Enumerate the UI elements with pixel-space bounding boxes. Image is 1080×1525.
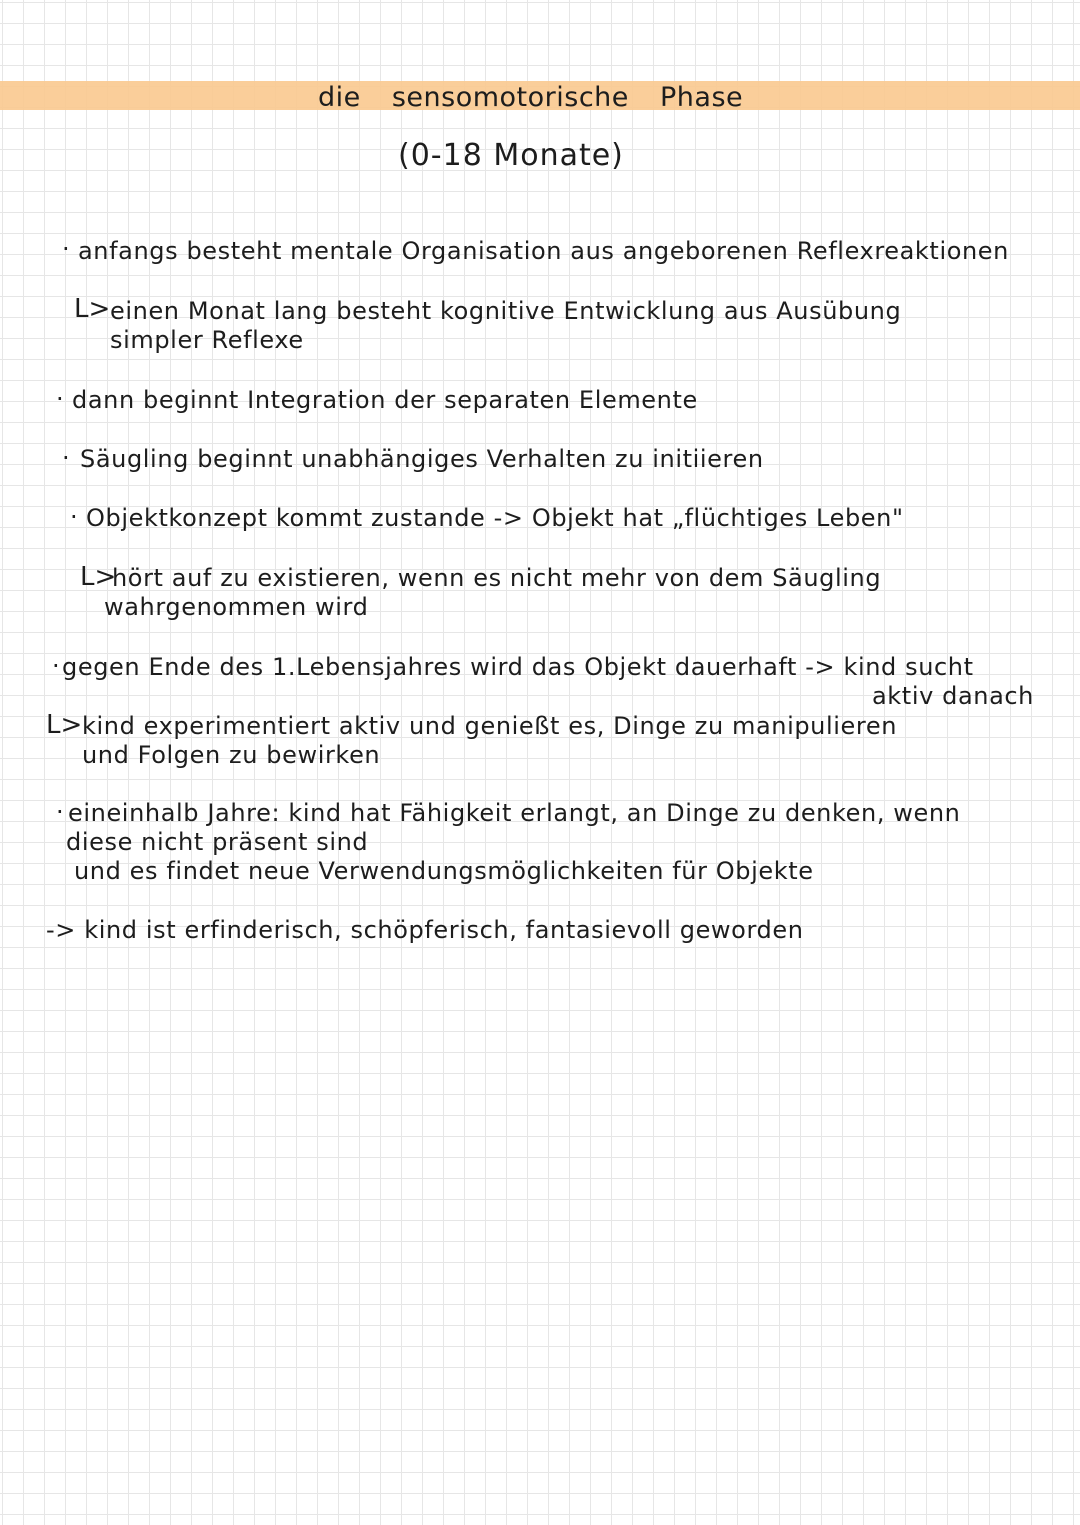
- note-line: dann beginnt Integration der separaten Elemente: [72, 386, 698, 414]
- title-word: sensomotorische: [391, 82, 629, 113]
- note-line: Säugling beginnt unabhängiges Verhalten zu initiieren: [80, 445, 764, 473]
- note-line: gegen Ende des 1.Lebensjahres wird das Objekt dauerhaft -> kind sucht: [62, 653, 974, 681]
- bullet-mark: ·: [52, 652, 60, 680]
- note-line: hört auf zu existieren, wenn es nicht mehr von dem Säugling: [112, 564, 882, 592]
- note-line: eineinhalb Jahre: kind hat Fähigkeit erlangt, an Dinge zu denken, wenn: [68, 799, 961, 827]
- page-subtitle: (0-18 Monate): [398, 138, 624, 173]
- bullet-mark: ·: [56, 798, 64, 826]
- note-line: und es findet neue Verwendungsmöglichkeiten für Objekte: [74, 857, 814, 885]
- note-line: wahrgenommen wird: [104, 593, 369, 621]
- note-line: kind experimentiert aktiv und genießt es, Dinge zu manipulieren: [82, 712, 898, 740]
- note-line: Objektkonzept kommt zustande -> Objekt hat „flüchtiges Leben": [86, 504, 904, 532]
- title-word: Phase: [660, 82, 744, 113]
- note-line: anfangs besteht mentale Organisation aus angeborenen Reflexreaktionen: [78, 237, 1009, 265]
- bullet-mark: ·: [62, 235, 70, 263]
- page-title: [318, 82, 765, 113]
- branch-arrow-icon: L>: [80, 562, 117, 592]
- branch-arrow-icon: L>: [46, 710, 83, 740]
- note-line: -> kind ist erfinderisch, schöpferisch, fantasievoll geworden: [46, 916, 804, 944]
- note-line: simpler Reflexe: [110, 326, 304, 354]
- note-line: aktiv danach: [872, 682, 1034, 710]
- note-line: und Folgen zu bewirken: [82, 741, 381, 769]
- bullet-mark: ·: [56, 385, 64, 413]
- title-word: die: [318, 82, 361, 113]
- bullet-mark: ·: [62, 444, 70, 472]
- note-line: einen Monat lang besteht kognitive Entwicklung aus Ausübung: [110, 297, 902, 325]
- note-line: diese nicht präsent sind: [66, 828, 369, 856]
- bullet-mark: ·: [70, 503, 78, 531]
- branch-arrow-icon: L>: [74, 294, 111, 324]
